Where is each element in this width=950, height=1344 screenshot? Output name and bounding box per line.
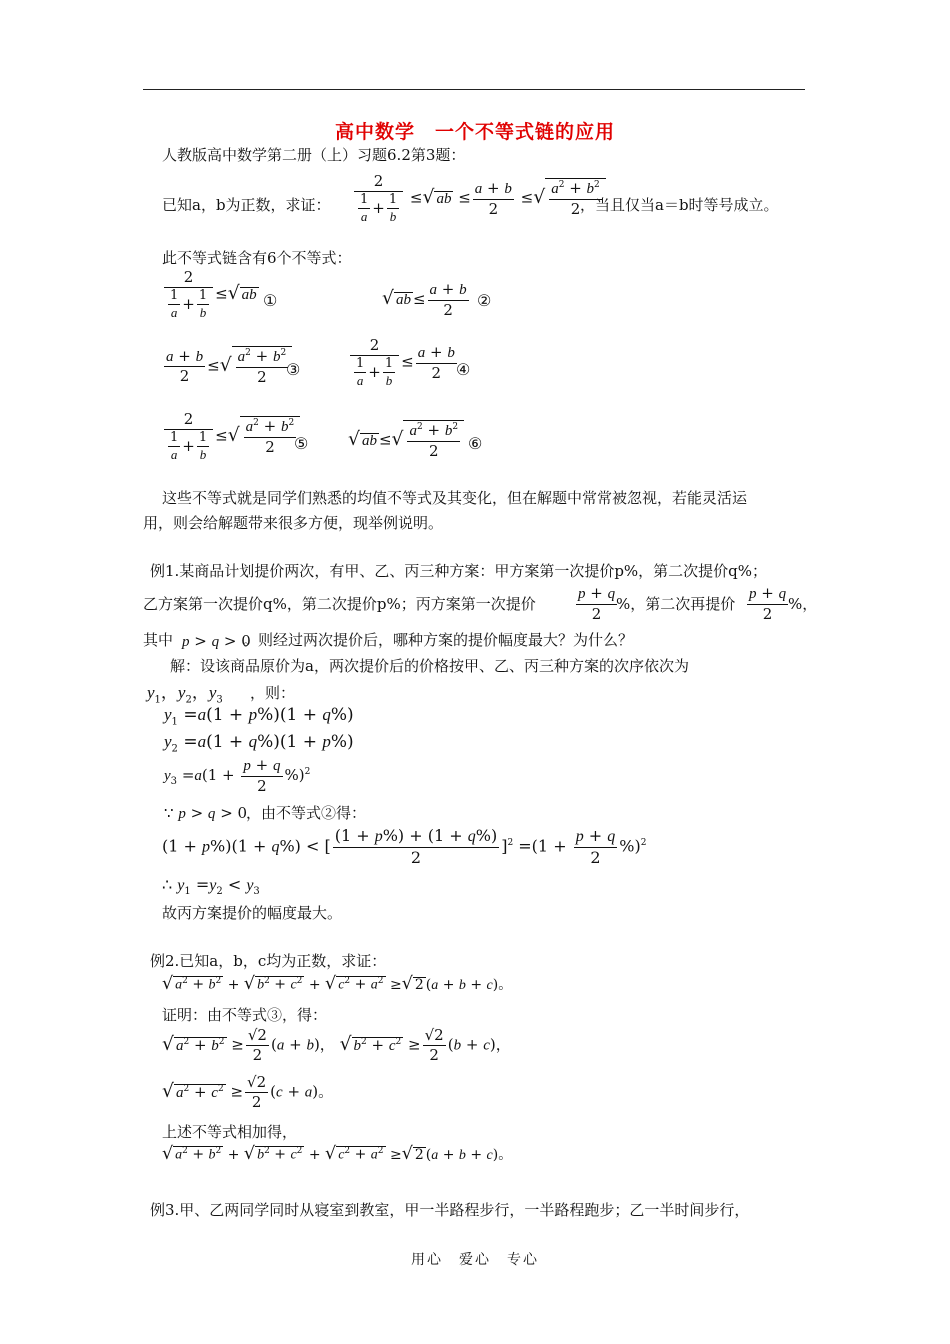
final-inequality: √ $a^2 + b^2$ + √ $b^2 + c^2$ + √ $c^2 + a^2$ ≥√ 2 (a + b + c)。: [162, 1144, 513, 1164]
page-title: 高中数学 一个不等式链的应用: [334, 121, 615, 143]
example2-claim: √ $a^2 + b^2$ + √ $b^2 + c^2$ + √ $c^2 + a^2$ ≥√ 2 (a + b + c)。: [162, 974, 513, 994]
example1-line2b: %，第二次再提价: [616, 595, 736, 613]
sum-line: 上述不等式相加得，: [162, 1123, 298, 1141]
conclusion1: 故丙方案提价的幅度最大。: [162, 904, 343, 922]
example1-line2c: %，: [788, 595, 818, 613]
mark-1: ①: [263, 291, 278, 310]
solution1-then: ，则：: [250, 684, 296, 702]
inequality-2: √ ab ≤ $\frac{a + b}{2}$: [382, 280, 467, 319]
mark-3: ③: [286, 360, 301, 379]
frac-pq-1: $\frac{p + q}{2}$: [578, 584, 616, 623]
example1-line3a: 其中: [143, 631, 174, 649]
intro-prefix: 已知a，b为正数，求证：: [162, 196, 331, 214]
y-variables: $y_1$，$y_2$，$y_3$: [147, 683, 223, 706]
because-line: ∵ p > q > 0: [164, 804, 248, 822]
inequality-3: $\frac{a + b}{2}$ ≤√ $\frac{a^2 + b^2}{2}$: [162, 346, 292, 387]
intro-suffix: ，当且仅当a＝b时等号成立。: [580, 196, 779, 214]
example1-line2a: 乙方案第一次提价q%，第二次提价p%；丙方案第一次提价: [143, 595, 536, 613]
inequality-4: 2 $\frac{1}{a}$ + $\frac{1}{b}$ ≤ $\frac{a + b}{2}$: [348, 336, 459, 389]
inequality-1: 2 $\frac{1}{a}$ + $\frac{1}{b}$ ≤√ ab: [162, 268, 259, 321]
example2-line1: 例2.已知a，b，c均为正数，求证：: [150, 952, 387, 970]
equation-y2: $y_2 =a(1 + q\%)(1 + p\%)$: [164, 732, 354, 755]
proof-ineq-1: √ $a^2 + b^2$ ≥ $\frac{√2}{2}$ (a + b)， √ $b^2 + c^2$ ≥ $\frac{√2}{2}$ (b + c)，: [162, 1026, 511, 1064]
equation-y1: $y_1 =a(1 + p\%)(1 + q\%)$: [164, 705, 354, 728]
para-line-2: 用，则会给解题带来很多方便，现举例说明。: [143, 514, 444, 532]
inequality-6: √ ab ≤√ $\frac{a^2 + b^2}{2}$: [348, 420, 464, 461]
main-inequality: (1 + p%)(1 + q%) < [ $\frac{(1 + p\%) + (1 + q\%)}{2}$ ]$^2$ =(1 + $\frac{p + q}{2}$ %)$^2$: [162, 826, 647, 867]
proof-ineq-2: √ $a^2 + c^2$ ≥ $\frac{√2}{2}$ (c + a)。: [162, 1073, 334, 1111]
source-line: 人教版高中数学第二册（上）习题6.2第3题：: [162, 146, 466, 164]
inequality-chain: 2 $\frac{1}{a}$ + $\frac{1}{b}$ ≤√ ab ≤ $\frac{a + b}{2}$ ≤√ $\frac{a^2 + b^2}{2}$: [352, 172, 606, 225]
condition-pq: p > q > 0: [182, 632, 251, 650]
header-rule: [143, 89, 805, 90]
proof-line: 证明：由不等式③，得：: [162, 1006, 328, 1024]
example1-line3b: 。则经过两次提价后，哪种方案的提价幅度最大？为什么？: [243, 631, 634, 649]
because-suffix: ，由不等式②得：: [246, 804, 367, 822]
page-footer: 用心 爱心 专心: [411, 1252, 539, 1268]
six-intro: 此不等式链含有6个不等式：: [162, 249, 352, 267]
mark-6: ⑥: [468, 434, 483, 453]
mark-4: ④: [456, 360, 471, 379]
mark-5: ⑤: [294, 434, 309, 453]
therefore-line: ∴ $y_1 =y_2 < y_3$: [162, 875, 260, 898]
mark-2: ②: [477, 291, 492, 310]
inequality-5: 2 $\frac{1}{a}$ + $\frac{1}{b}$ ≤√ $\frac{a^2 + b^2}{2}$: [162, 410, 300, 463]
frac-pq-2: $\frac{p + q}{2}$: [749, 584, 787, 623]
equation-y3: $y_3 =a(1$ + $\frac{p + q}{2}$ %)$^2$: [164, 756, 311, 795]
solution1-line1: 解：设该商品原价为a，两次提价后的价格按甲、乙、丙三种方案的次序依次为: [170, 657, 689, 675]
example1-line1: 例1.某商品计划提价两次，有甲、乙、丙三种方案：甲方案第一次提价p%，第二次提价q%；: [150, 562, 768, 580]
para-line-1: 这些不等式就是同学们熟悉的均值不等式及其变化，但在解题中常常被忽视，若能灵活运: [162, 489, 748, 507]
example3-line1: 例3.甲、乙两同学同时从寝室到教室，甲一半路程步行，一半路程跑步；乙一半时间步行，: [150, 1201, 750, 1219]
